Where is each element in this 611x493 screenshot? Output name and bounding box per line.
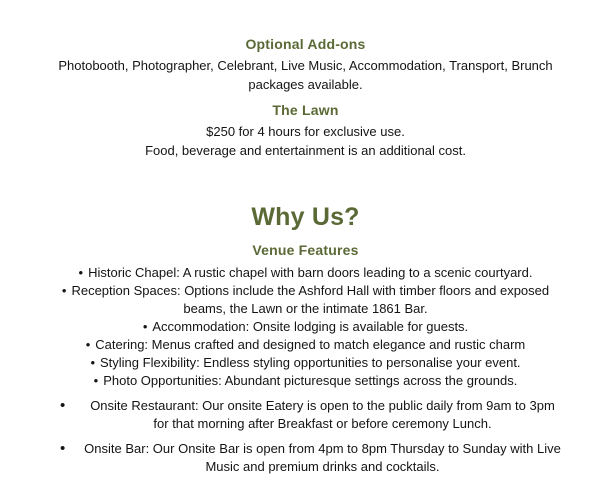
feature-text: Onsite Restaurant: Our onsite Eatery is open to the public daily from 9am to 3pm — [90, 398, 555, 413]
addons-text-line: packages available. — [248, 77, 363, 92]
feature-text: Onsite Bar: Our Onsite Bar is open from 4pm to 8pm Thursday to Sunday with Live — [84, 441, 561, 456]
feature-text: Reception Spaces: Options include the Ashford Hall with timber floors and exposed — [71, 283, 550, 298]
feature-text: Catering: Menus crafted and designed to match elegance and rustic charm — [95, 337, 526, 352]
addons-text-line: Photobooth, Photographer, Celebrant, Live Music, Accommodation, Transport, Brunch — [58, 58, 553, 73]
feature-text-block — [74, 440, 571, 476]
section-optional-addons — [0, 37, 611, 94]
feature-accommodation — [0, 318, 611, 336]
feature-onsite-restaurant — [0, 397, 611, 433]
feature-text: Styling Flexibility: Endless styling opportunities to personalise your event. — [100, 355, 521, 370]
feature-text-block — [74, 397, 571, 433]
feature-reception-spaces — [0, 282, 611, 300]
venue-features-heading: Venue Features — [252, 242, 359, 258]
feature-text: Photo Opportunities: Abundant picturesque settings across the grounds. — [103, 373, 518, 388]
bullet-icon: • — [93, 373, 99, 388]
feature-styling-flexibility — [0, 354, 611, 372]
feature-reception-spaces-line2 — [0, 300, 611, 318]
feature-catering — [0, 336, 611, 354]
section-venue-features — [0, 243, 611, 476]
bullet-icon: • — [90, 355, 95, 370]
feature-text: beams, the Lawn or the intimate 1861 Bar. — [183, 301, 428, 316]
bullet-icon: • — [85, 337, 91, 352]
bullet-icon: • — [78, 265, 84, 280]
feature-text: for that morning after Breakfast or before ceremony Lunch. — [153, 416, 492, 431]
feature-text: Accommodation: Onsite lodging is available for guests. — [152, 319, 469, 334]
feature-onsite-bar — [0, 440, 611, 476]
bullet-icon: • — [61, 283, 67, 298]
optional-addons-heading: Optional Add-ons — [245, 36, 366, 52]
the-lawn-heading: The Lawn — [272, 102, 339, 118]
feature-text: Music and premium drinks and cocktails. — [205, 459, 440, 474]
feature-photo-opportunities — [0, 372, 611, 390]
lawn-price-line: $250 for 4 hours for exclusive use. — [206, 124, 405, 139]
lawn-cost-line: Food, beverage and entertainment is an additional cost. — [145, 143, 466, 158]
bullet-icon: • — [142, 319, 148, 334]
feature-historic-chapel — [0, 264, 611, 282]
why-us-title: Why Us? — [251, 203, 360, 231]
bullet-icon: • — [60, 440, 66, 457]
section-the-lawn — [0, 103, 611, 160]
bullet-icon: • — [60, 397, 66, 414]
feature-text: Historic Chapel: A rustic chapel with barn doors leading to a scenic courtyard. — [88, 265, 533, 280]
